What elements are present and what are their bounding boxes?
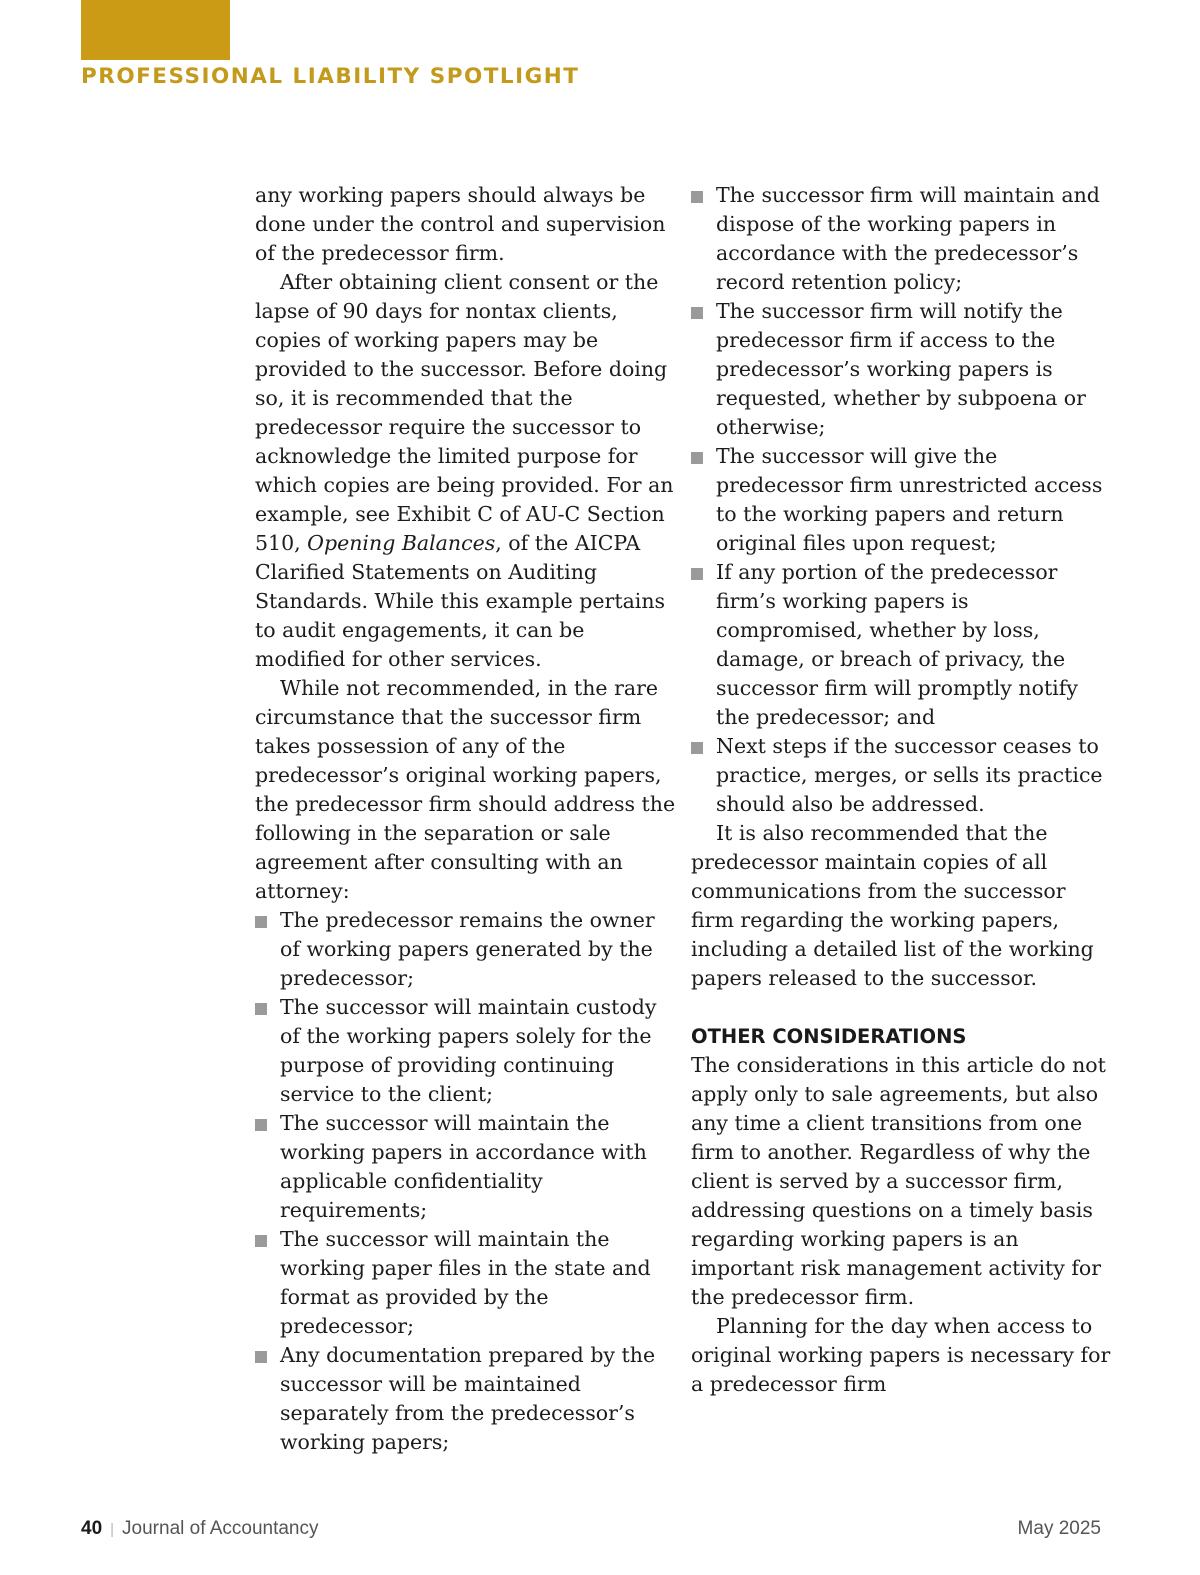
section-label: PROFESSIONAL LIABILITY SPOTLIGHT <box>81 64 580 89</box>
header-accent-bar <box>81 0 230 60</box>
paragraph-text: After obtaining client consent or the lapse of 90 days for nontax clients, copies of working papers may be provided to the successor. Before doing so, it is recommended that the predecessor require the successor to acknowledge the limited purpose for which copies are being provided. For an example, see Exhibit C of AU-C Section 510, <box>255 270 674 555</box>
list-item: Any documentation prepared by the successor will be maintained separately from the predecessor’s working papers; <box>255 1341 680 1457</box>
paragraph: any working papers should always be done under the control and supervision of the predecessor firm. <box>255 183 666 265</box>
bullet-list <box>255 906 680 1457</box>
left-column <box>255 181 680 1457</box>
list-item: The successor will give the predecessor firm unrestricted access to the working papers and return original files upon request; <box>691 442 1111 558</box>
list-item: The successor will maintain the working papers in accordance with applicable confidentiality requirements; <box>255 1109 680 1225</box>
paragraph: The considerations in this article do not apply only to sale agreements, but also any time a client transitions from one firm to another. Regardless of why the client is served by a successor firm, addressing questions on a timely basis regarding working papers is an important risk management activity for the predecessor firm. <box>691 1053 1106 1309</box>
publication-title: Opening Balances <box>307 531 496 555</box>
list-item: The successor will maintain custody of the working papers solely for the purpose of providing continuing service to the client; <box>255 993 680 1109</box>
paragraph: It is also recommended that the predecessor maintain copies of all communications from the successor firm regarding the working papers, including a detailed list of the working papers released to the successor. <box>691 821 1094 990</box>
paragraph: While not recommended, in the rare circumstance that the successor firm takes possession of any of the predecessor’s original working papers, the predecessor firm should address the following in the separation or sale agreement after consulting with an attorney: <box>255 676 676 903</box>
list-item: The predecessor remains the owner of working papers generated by the predecessor; <box>255 906 680 993</box>
bullet-list <box>691 181 1111 819</box>
list-item: The successor will maintain the working paper files in the state and format as provided by the predecessor; <box>255 1225 680 1341</box>
section-heading: OTHER CONSIDERATIONS <box>691 1025 967 1048</box>
paragraph: Planning for the day when access to original working papers is necessary for a predecessor firm <box>691 1314 1111 1396</box>
paragraph-text: , of the AICPA Clarified Statements on Auditing Standards. While this example pertains to audit engagements, it can be modified for other services. <box>255 531 666 671</box>
footer-separator: | <box>110 1521 115 1538</box>
right-column <box>691 181 1111 1399</box>
page-number: 40 <box>81 1518 103 1539</box>
list-item: The successor firm will notify the predecessor firm if access to the predecessor’s working papers is requested, whether by subpoena or otherwise; <box>691 297 1111 442</box>
list-item: Next steps if the successor ceases to practice, merges, or sells its practice should also be addressed. <box>691 732 1111 819</box>
issue-date: May 2025 <box>1017 1518 1101 1539</box>
list-item: If any portion of the predecessor firm’s working papers is compromised, whether by loss, damage, or breach of privacy, the successor firm will promptly notify the predecessor; and <box>691 558 1111 732</box>
paragraph <box>255 268 680 674</box>
publication-name: Journal of Accountancy <box>122 1518 319 1539</box>
page-footer <box>81 1518 1101 1540</box>
list-item: The successor firm will maintain and dispose of the working papers in accordance with the predecessor’s record retention policy; <box>691 181 1111 297</box>
